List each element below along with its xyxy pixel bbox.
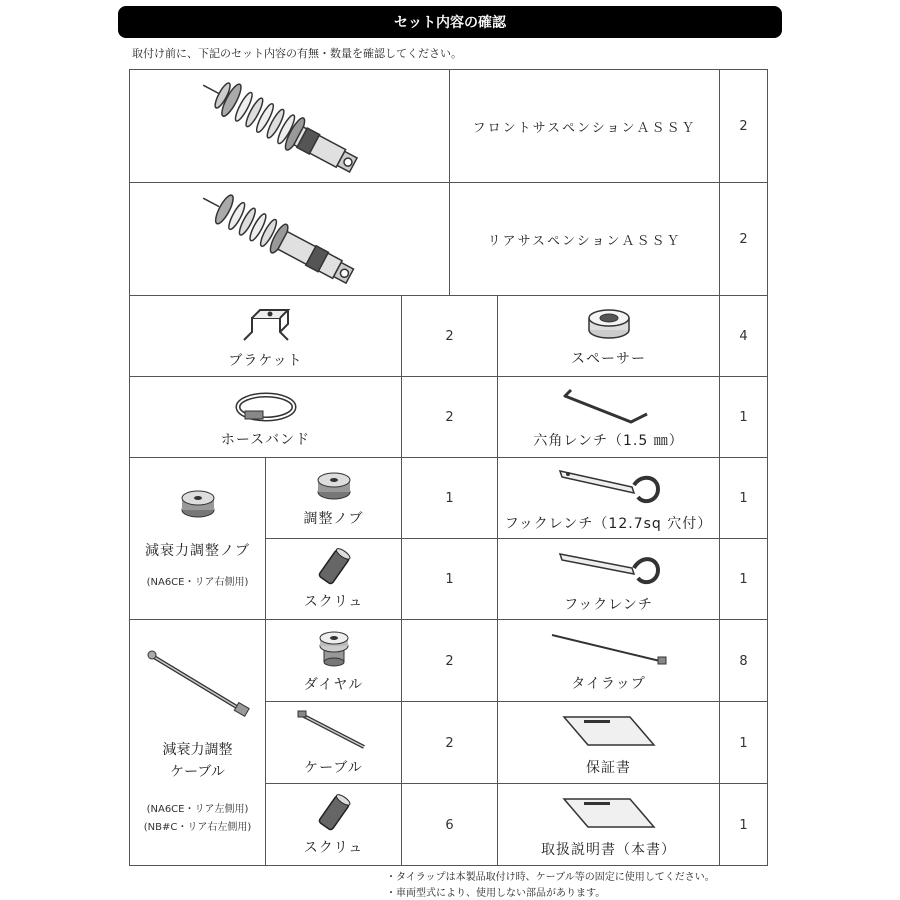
group-label-line2: ケーブル — [170, 763, 225, 780]
qty-cell — [720, 377, 768, 458]
qty-cell — [402, 296, 498, 377]
item-cell — [266, 620, 402, 702]
item-qty: 8 — [739, 653, 748, 669]
group-cell-cable — [130, 620, 266, 866]
cable-icon — [294, 709, 374, 753]
group-note-1: (NA6CE・リア左側用) — [146, 803, 249, 815]
qty-cell — [720, 183, 768, 296]
table-row — [130, 70, 768, 183]
parts-table — [129, 69, 768, 866]
qty-cell — [402, 377, 498, 458]
item-qty: 6 — [445, 817, 454, 833]
rear-suspension-icon — [130, 183, 430, 295]
front-suspension-image-cell — [130, 70, 450, 183]
item-label: スクリュ — [303, 594, 364, 610]
table-row — [130, 296, 768, 377]
item-label: ブラケット — [228, 353, 303, 369]
item-label: スペーサー — [571, 351, 647, 367]
item-label: タイラップ — [571, 675, 646, 692]
item-qty: 2 — [739, 119, 748, 134]
item-cell — [266, 784, 402, 866]
warranty-icon — [554, 709, 664, 753]
qty-cell — [720, 620, 768, 702]
qty-cell — [720, 70, 768, 183]
group-note-2: (NB#C・リア右左側用) — [143, 821, 252, 833]
intro-text: 取付け前に、下記のセット内容の有無・数量を確認してください。 — [132, 47, 462, 60]
qty-cell — [720, 458, 768, 539]
item-qty: 2 — [445, 735, 454, 751]
item-cell — [498, 296, 720, 377]
cable-assembly-icon — [140, 649, 256, 721]
item-name-cell — [450, 183, 720, 296]
item-cell — [266, 458, 402, 539]
item-label: 調整ノブ — [303, 511, 364, 527]
qty-cell — [402, 784, 498, 866]
damper-knob-icon — [178, 486, 218, 522]
group-note: (NA6CE・リア右側用) — [146, 576, 249, 588]
footnote-1: ・タイラップは本製品取付け時、ケーブル等の固定に使用してください。 — [386, 872, 715, 883]
item-cell — [498, 539, 720, 620]
qty-cell — [402, 458, 498, 539]
hook-wrench-hole-icon — [554, 463, 664, 509]
footnote-2: ・車両型式により、使用しない部品があります。 — [386, 888, 606, 899]
group-label: 減衰力調整ノブ — [145, 542, 250, 559]
spacer-icon — [584, 304, 634, 344]
item-label: フックレンチ（12.7sq 穴付） — [504, 516, 713, 532]
qty-cell — [402, 539, 498, 620]
item-qty: 2 — [445, 329, 454, 344]
adjust-knob-icon — [314, 468, 354, 504]
item-qty: 1 — [739, 735, 748, 751]
table-row — [130, 377, 768, 458]
item-qty: 1 — [739, 572, 748, 587]
bracket-icon — [236, 302, 296, 346]
item-label: 六角レンチ（1.5 ㎜） — [533, 433, 684, 449]
front-suspension-icon — [130, 70, 430, 182]
item-label: スクリュ — [303, 839, 364, 856]
table-row — [130, 183, 768, 296]
item-cell — [498, 377, 720, 458]
item-qty: 2 — [445, 653, 454, 669]
section-title: セット内容の確認 — [394, 15, 506, 31]
item-qty: 1 — [739, 817, 748, 833]
item-qty: 4 — [739, 329, 748, 344]
item-label: フックレンチ — [564, 597, 653, 613]
item-label: 取扱説明書（本書） — [541, 841, 677, 858]
group-label-line1: 減衰力調整 — [162, 741, 233, 758]
item-cell — [498, 702, 720, 784]
section-header — [118, 6, 782, 38]
item-cell — [498, 784, 720, 866]
qty-cell — [402, 620, 498, 702]
qty-cell — [720, 784, 768, 866]
manual-icon — [554, 791, 664, 835]
qty-cell — [720, 296, 768, 377]
qty-cell — [402, 702, 498, 784]
hose-band-icon — [231, 385, 301, 425]
item-cell — [130, 377, 402, 458]
qty-cell — [720, 539, 768, 620]
item-label: ダイヤル — [303, 676, 364, 693]
item-cell — [266, 539, 402, 620]
item-qty: 2 — [739, 232, 748, 247]
item-qty: 1 — [445, 491, 454, 506]
item-label: ケーブル — [304, 759, 363, 776]
table-row — [130, 620, 768, 702]
item-label: ホースバンド — [220, 432, 311, 448]
item-cell — [498, 458, 720, 539]
screw-icon — [312, 793, 356, 833]
hex-wrench-icon — [561, 384, 657, 426]
qty-cell — [720, 702, 768, 784]
item-qty: 1 — [739, 410, 748, 425]
item-cell — [266, 702, 402, 784]
item-qty: 1 — [739, 491, 748, 506]
item-label: 保証書 — [586, 759, 632, 776]
item-name-cell — [450, 70, 720, 183]
rear-suspension-image-cell — [130, 183, 450, 296]
screw-icon — [312, 547, 356, 587]
group-cell-damper-knob — [130, 458, 266, 620]
item-label: リアサスペンションＡＳＳＹ — [487, 233, 682, 249]
item-qty: 2 — [445, 410, 454, 425]
item-cell — [498, 620, 720, 702]
hook-wrench-icon — [554, 544, 664, 590]
item-cell — [130, 296, 402, 377]
table-row — [130, 458, 768, 539]
dial-icon — [314, 628, 354, 670]
item-label: フロントサスペンションＡＳＳＹ — [472, 120, 697, 136]
tie-wrap-icon — [544, 629, 674, 669]
item-qty: 1 — [445, 572, 454, 587]
